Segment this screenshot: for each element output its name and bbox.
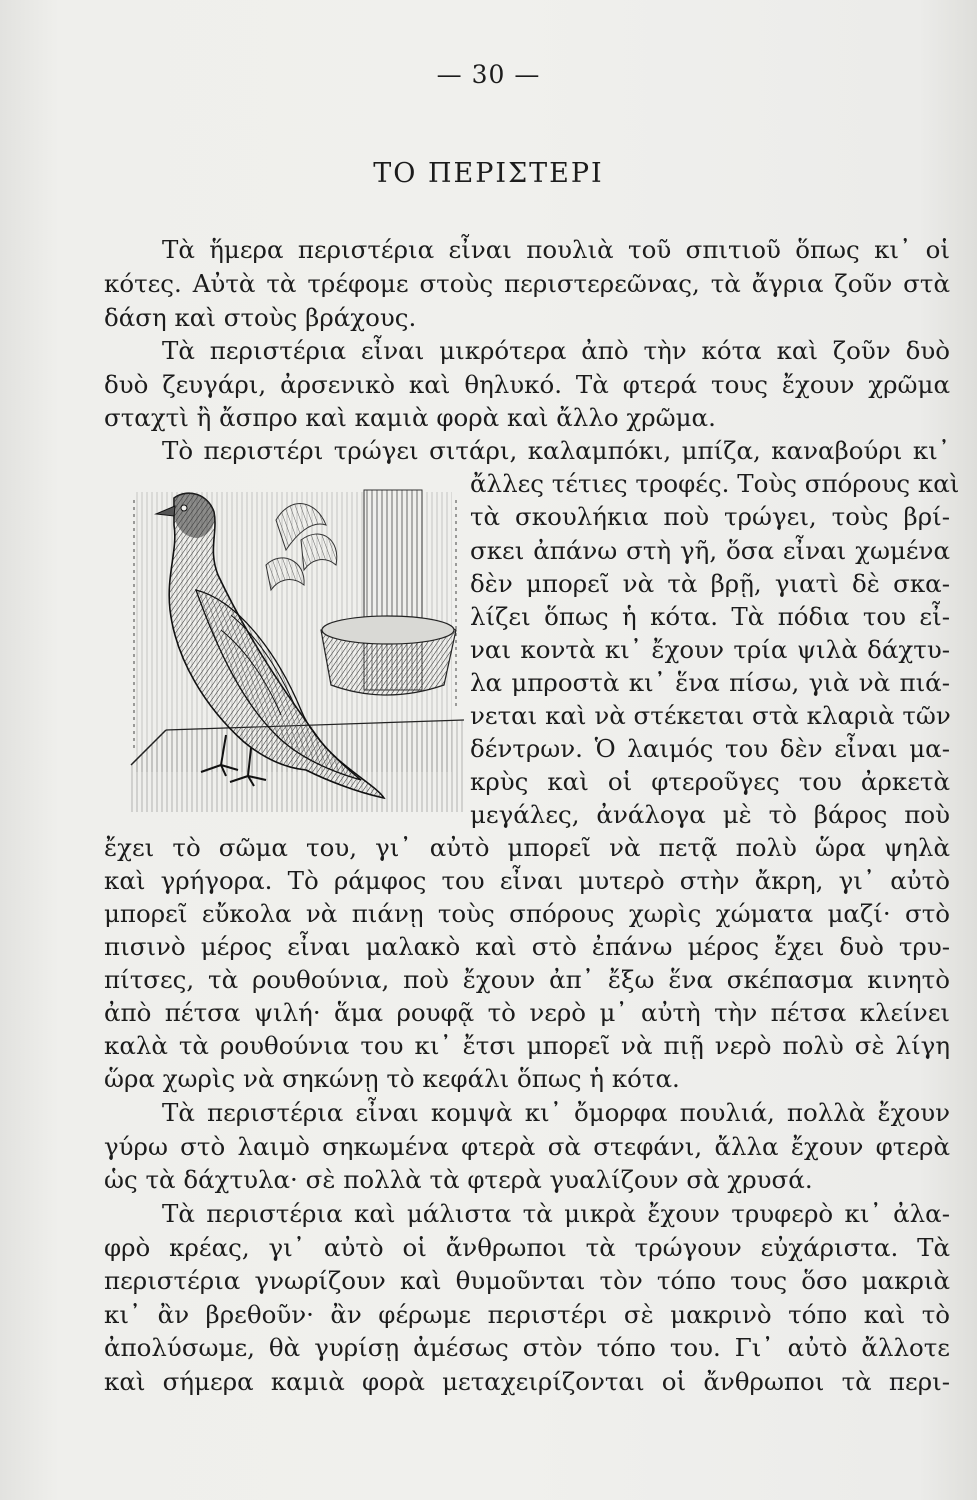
text-line: ἀπολύσωμε, θὰ γυρίσῃ ἀμέσως στὸν τόπο του. Γι᾿ αὐτὸ ἄλλοτε	[104, 1333, 950, 1362]
text-line: πίτσες, τὰ ρουθούνια, ποὺ ἔχουν ἀπ᾿ ἔξω ἕνα σκέπασμα κινητὸ	[104, 965, 950, 994]
text-line: πισινὸ μέρος εἶναι μαλακὸ καὶ στὸ ἐπάνω μέρος ἔχει δυὸ τρυ-	[104, 932, 950, 961]
text-line: Τὰ περιστέρια εἶναι μικρότερα ἀπὸ τὴν κότα καὶ ζοῦν δυὸ	[162, 336, 950, 365]
text-line: ὡς τὰ δάχτυλα· σὲ πολλὰ τὰ φτερὰ γυαλίζουν σὰ χρυσά.	[104, 1165, 813, 1194]
text-line: ἀπὸ πέτσα ψιλή· ἅμα ρουφᾷ τὸ νερὸ μ᾿ αὐτὴ τὴν πέτσα κλείνει	[104, 998, 950, 1027]
pigeon-illustration	[126, 480, 464, 812]
text-line: τὰ σκουλήκια ποὺ τρώγει, τοὺς βρί-	[470, 502, 950, 531]
text-line: λα μπροστὰ κι᾿ ἕνα πίσω, γιὰ νὰ πιά-	[470, 668, 950, 697]
text-line: δέντρων. Ὁ λαιμός του δὲν εἶναι μα-	[470, 734, 950, 763]
chapter-title: ΤΟ ΠΕΡΙΣΤΕΡΙ	[373, 158, 604, 189]
text-line: νεται καὶ νὰ στέκεται στὰ κλαριὰ τῶν	[470, 701, 951, 730]
text-line: ὥρα χωρὶς νὰ σηκώνῃ τὸ κεφάλι ὅπως ἡ κότα.	[104, 1064, 680, 1093]
text-line: δὲν μπορεῖ νὰ τὰ βρῇ, γιατὶ δὲ σκα-	[470, 569, 950, 598]
text-line: περιστέρια γνωρίζουν καὶ θυμοῦνται τὸν τόπο τους ὅσο μακριὰ	[104, 1266, 950, 1295]
text-line: κότες. Αὐτὰ τὰ τρέφομε στοὺς περιστερεῶνας, τὰ ἄγρια ζοῦν στὰ	[104, 269, 950, 298]
text-line: λίζει ὅπως ἡ κότα. Τὰ πόδια του εἶ-	[470, 602, 950, 631]
text-line: Τὸ περιστέρι τρώγει σιτάρι, καλαμπόκι, μπίζα, καναβούρι κι᾿	[162, 436, 950, 465]
pigeon-engraving-icon	[126, 480, 464, 812]
text-line: γύρω στὸ λαιμὸ σηκωμένα φτερὰ σὰ στεφάνι, ἄλλα ἔχουν φτερὰ	[104, 1132, 950, 1161]
text-line: καὶ σήμερα καμιὰ φορὰ μεταχειρίζονται οἱ ἄνθρωποι τὰ περι-	[104, 1367, 950, 1396]
text-line: φρὸ κρέας, γι᾿ αὐτὸ οἱ ἄνθρωποι τὰ τρώγουν εὐχάριστα. Τὰ	[104, 1233, 950, 1262]
text-line: σταχτὶ ἢ ἄσπρο καὶ καμιὰ φορὰ καὶ ἄλλο χρῶμα.	[104, 403, 716, 432]
text-line: καλὰ τὰ ρουθούνια του κι᾿ ἔτσι μπορεῖ νὰ πιῇ νερὸ πολὺ σὲ λίγη	[104, 1031, 950, 1060]
page-number: — 30 —	[436, 60, 541, 89]
text-line: κι᾿ ἂν βρεθοῦν· ἂν φέρωμε περιστέρι σὲ μακρινὸ τόπο καὶ τὸ	[104, 1300, 950, 1329]
text-line: δάση καὶ στοὺς βράχους.	[104, 303, 417, 332]
text-line: κρὺς καὶ οἱ φτεροῦγες του ἀρκετὰ	[470, 767, 950, 796]
text-line: Τὰ περιστέρια εἶναι κομψὰ κι᾿ ὄμορφα πουλιά, πολλὰ ἔχουν	[162, 1098, 950, 1127]
text-line: δυὸ ζευγάρι, ἀρσενικὸ καὶ θηλυκό. Τὰ φτερά τους ἔχουν χρῶμα	[104, 370, 950, 399]
text-line: μεγάλες, ἀνάλογα μὲ τὸ βάρος ποὺ	[470, 800, 950, 829]
text-line: ἄλλες τέτιες τροφές. Τοὺς σπόρους καὶ	[470, 469, 960, 498]
text-line: καὶ γρήγορα. Τὸ ράμφος του εἶναι μυτερὸ στὴν ἄκρη, γι᾿ αὐτὸ	[104, 866, 950, 895]
text-line: σκει ἀπάνω στὴ γῆ, ὅσα εἶναι χωμένα	[470, 536, 950, 565]
text-line: Τὰ ἥμερα περιστέρια εἶναι πουλιὰ τοῦ σπιτιοῦ ὅπως κι᾿ οἱ	[162, 235, 950, 264]
text-line: μπορεῖ εὔκολα νὰ πιάνῃ τοὺς σπόρους χωρὶς χώματα μαζί· στὸ	[104, 899, 950, 928]
text-line: ἔχει τὸ σῶμα του, γι᾿ αὐτὸ μπορεῖ νὰ πετᾷ πολὺ ὥρα ψηλὰ	[104, 833, 950, 862]
text-line: Τὰ περιστέρια καὶ μάλιστα τὰ μικρὰ ἔχουν τρυφερὸ κι᾿ ἀλα-	[162, 1199, 950, 1228]
text-line: ναι κοντὰ κι᾿ ἔχουν τρία ψιλὰ δάχτυ-	[470, 635, 950, 664]
